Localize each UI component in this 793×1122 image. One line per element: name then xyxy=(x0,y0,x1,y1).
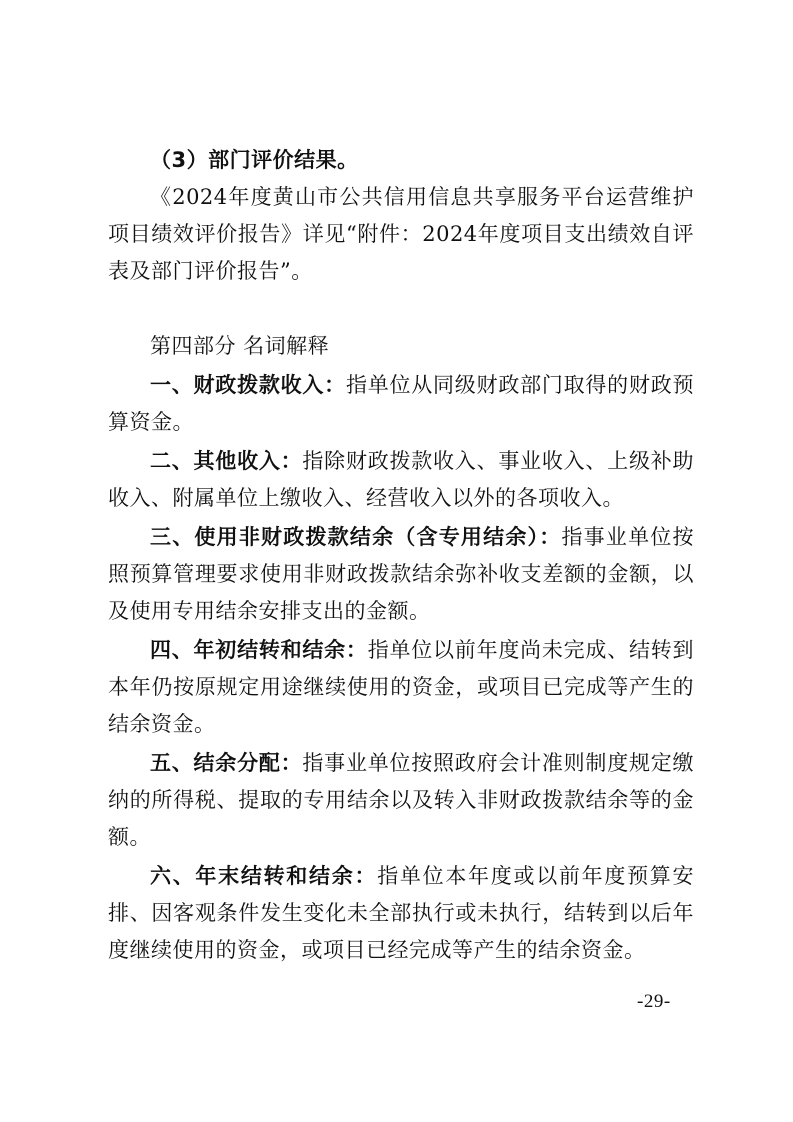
page-content xyxy=(108,142,694,969)
term-definition: 指事业单位按照政府会计准则制度规定缴纳的所得税、提取的专用结余以及转入非财政拨款结余等的金额。 xyxy=(108,751,695,849)
term-item-beginning-carryover xyxy=(108,632,694,743)
section-paragraph-evaluation-report: 《2024年度黄山市公共信用信息共享服务平台运营维护项目绩效评价报告》详见“附件：2024年度项目支出绩效自评表及部门评价报告”。 xyxy=(108,185,694,283)
term-label: 六、年末结转和结余： xyxy=(150,864,378,888)
term-label: 四、年初结转和结余： xyxy=(150,638,368,662)
page-number: -29- xyxy=(637,991,671,1012)
term-definition: 指单位本年度或以前年度预算安排、因客观条件发生变化未全部执行或未执行，结转到以后年度继续使用的资金，或项目已经完成等产生的结余资金。 xyxy=(108,864,695,962)
part-title-glossary: 第四部分 名词解释 xyxy=(150,334,330,358)
section-heading-evaluation-results: （3）部门评价结果。 xyxy=(150,148,359,172)
term-item-balance-distribution xyxy=(108,745,694,856)
term-definition: 指单位以前年度尚未完成、结转到本年仍按原规定用途继续使用的资金，或项目已完成等产生的结余资金。 xyxy=(108,638,695,736)
term-definition: 指除财政拨款收入、事业收入、上级补助收入、附属单位上缴收入、经营收入以外的各项收入。 xyxy=(108,449,695,510)
term-definition: 指单位从同级财政部门取得的财政预算资金。 xyxy=(108,373,694,434)
term-item-year-end-carryover xyxy=(108,858,694,969)
term-label: 一、财政拨款收入： xyxy=(150,373,346,397)
term-item-other-income xyxy=(108,443,694,517)
term-item-non-fiscal-balance-use xyxy=(108,519,694,630)
term-label: 二、其他收入： xyxy=(150,449,303,473)
term-item-fiscal-appropriation-income xyxy=(108,367,694,441)
term-label: 三、使用非财政拨款结余（含专用结余）： xyxy=(150,525,562,549)
term-label: 五、结余分配： xyxy=(150,751,303,775)
term-definition: 指事业单位按照预算管理要求使用非财政拨款结余弥补收支差额的金额，以及使用专用结余安排支出的金额。 xyxy=(108,525,695,623)
